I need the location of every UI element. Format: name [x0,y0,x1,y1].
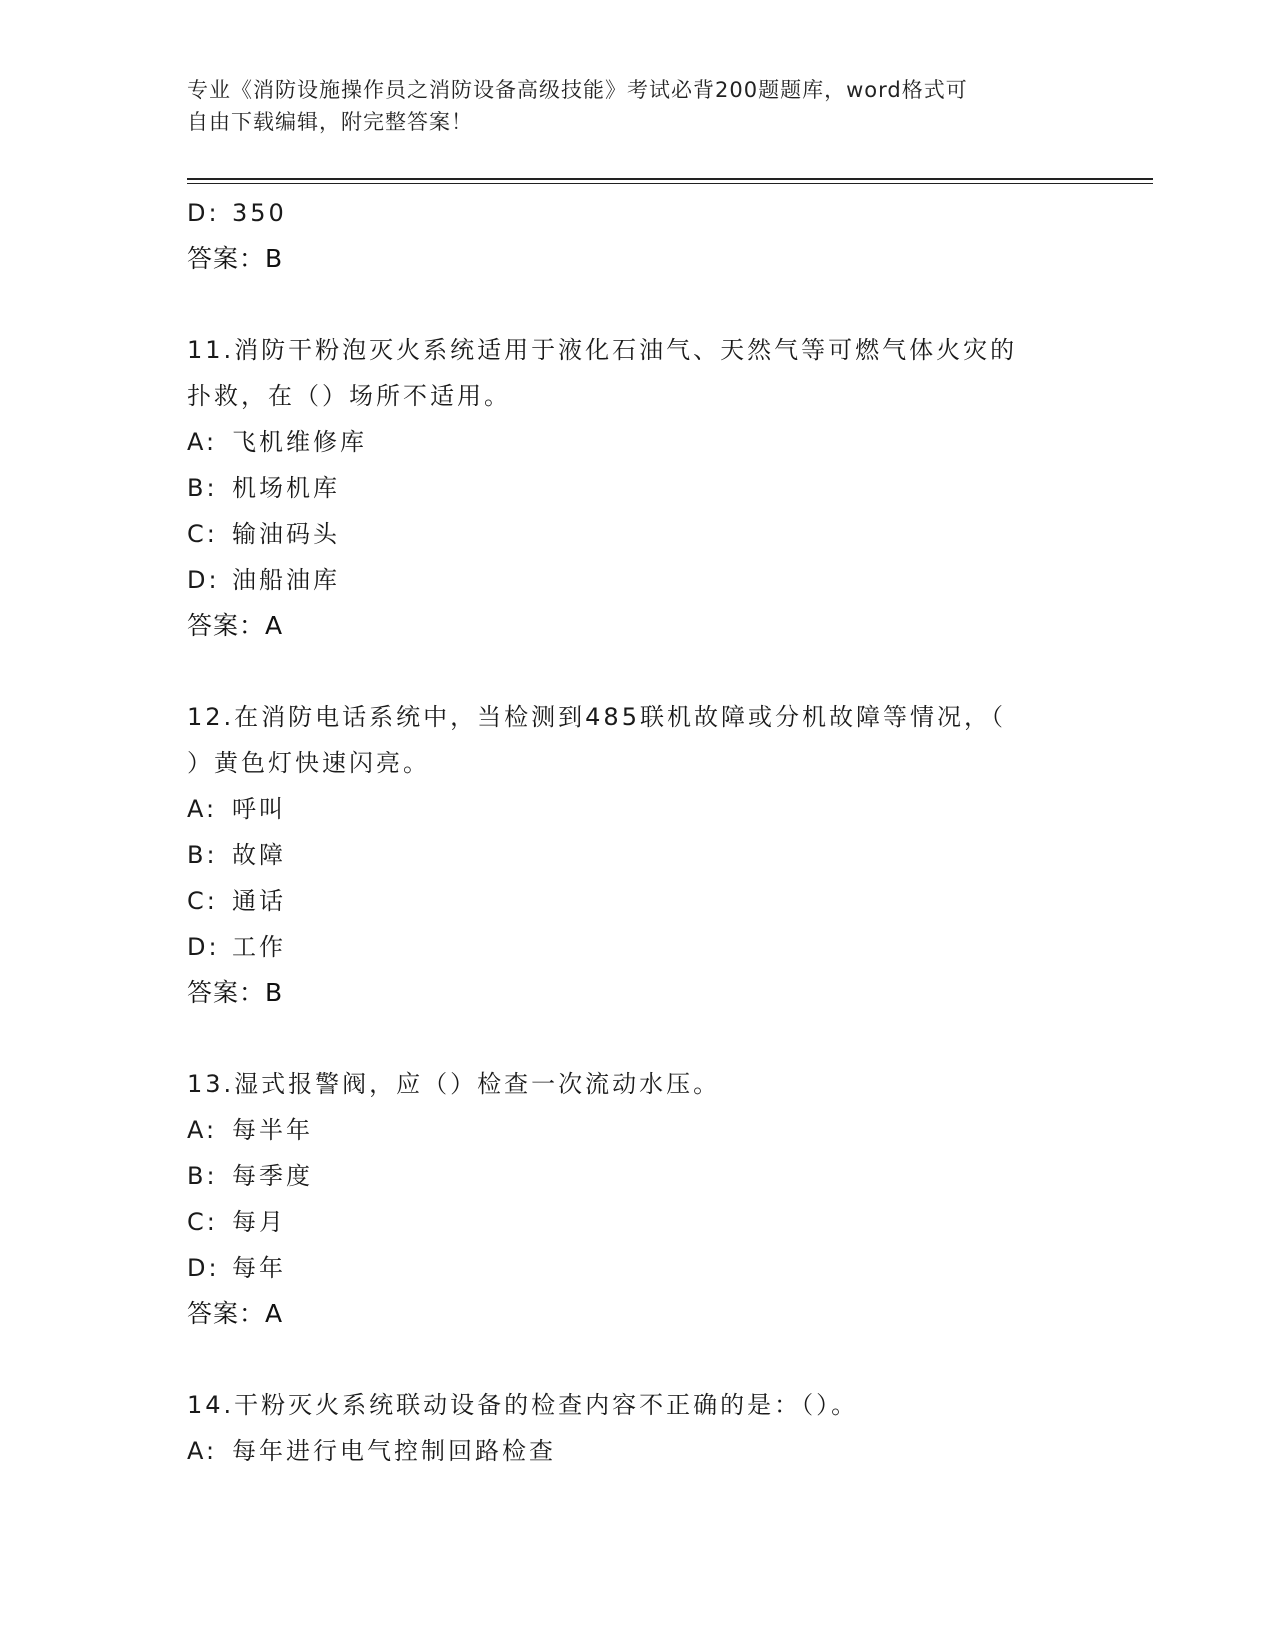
option-letter: B: [187,474,218,502]
option-d [187,924,1087,970]
option-c [187,878,1087,924]
header-divider [187,178,1153,180]
option-letter: C: [187,887,218,915]
option-a [187,1428,1087,1474]
question-13 [187,1061,1087,1337]
option-text: 机场机库 [232,474,340,502]
option-letter: D: [187,566,220,594]
question-stem: 14.干粉灭火系统联动设备的检查内容不正确的是：（）。 [187,1391,859,1419]
answer-line: 答案：B [187,244,284,273]
option-letter: D: [187,933,220,961]
option-a [187,786,1087,832]
option-letter: C: [187,1208,218,1236]
question-stem-cont: ）黄色灯快速闪亮。 [187,749,430,777]
option-text: 每半年 [232,1116,313,1144]
option-d [187,1245,1087,1291]
header-line-2: 自由下载编辑，附完整答案！ [187,110,473,134]
option-text: 通话 [232,887,286,915]
option-text: 350 [232,199,287,227]
option-b [187,832,1087,878]
option-text: 飞机维修库 [232,428,367,456]
answer-line: 答案：A [187,611,284,640]
option-text: 每季度 [232,1162,313,1190]
answer-line: 答案：A [187,1299,284,1328]
option-letter: A: [187,795,218,823]
question-12 [187,694,1087,1016]
option-text: 每月 [232,1208,286,1236]
option-text: 工作 [232,933,286,961]
question-list [187,190,1087,1474]
option-text: 每年进行电气控制回路检查 [232,1437,556,1465]
question-11 [187,327,1087,649]
question-stem: 12.在消防电话系统中，当检测到485联机故障或分机故障等情况，（ [187,703,1006,731]
option-letter: D: [187,199,220,227]
option-letter: B: [187,1162,218,1190]
option-c [187,1199,1087,1245]
option-c [187,511,1087,557]
option-text: 输油码头 [232,520,340,548]
option-letter: A: [187,1437,218,1465]
answer-line: 答案：B [187,978,284,1007]
question-stem: 13.湿式报警阀，应（）检查一次流动水压。 [187,1070,721,1098]
header-line-1: 专业《消防设施操作员之消防设备高级技能》考试必背200题题库，word格式可 [187,78,968,102]
option-letter: B: [187,841,218,869]
option-a [187,1107,1087,1153]
option-d [187,557,1087,603]
option-text: 油船油库 [232,566,340,594]
question-stem: 11.消防干粉泡灭火系统适用于液化石油气、天然气等可燃气体火灾的 [187,336,1018,364]
option-text: 呼叫 [232,795,286,823]
option-a [187,419,1087,465]
option-d [187,190,1087,236]
question-14 [187,1382,1087,1474]
option-letter: D: [187,1254,220,1282]
option-text: 每年 [232,1254,286,1282]
option-letter: A: [187,1116,218,1144]
option-letter: C: [187,520,218,548]
question-stem-cont: 扑救，在（）场所不适用。 [187,382,511,410]
option-b [187,1153,1087,1199]
document-header [187,74,1067,138]
option-text: 故障 [232,841,286,869]
option-b [187,465,1087,511]
option-letter: A: [187,428,218,456]
